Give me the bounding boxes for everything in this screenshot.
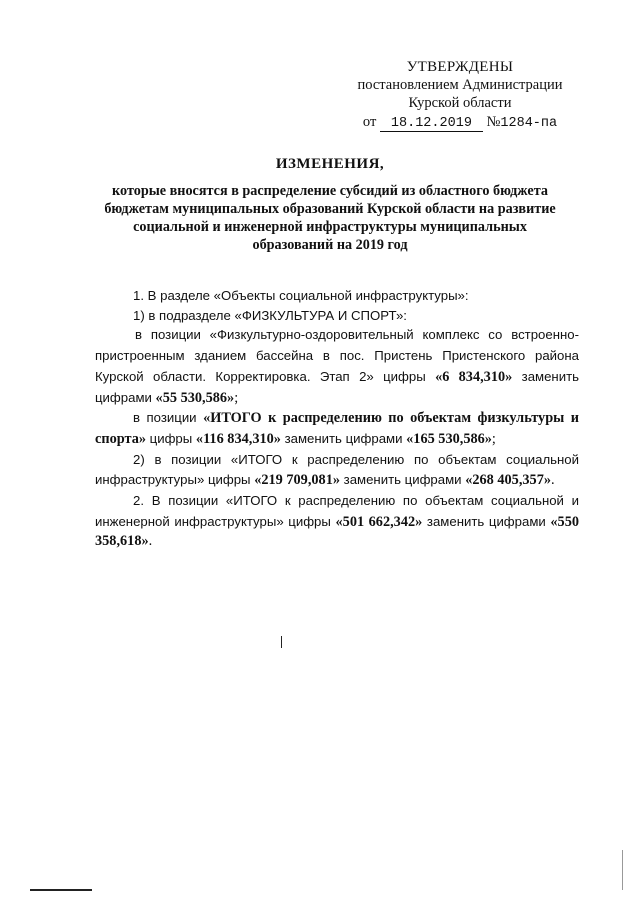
title-line-2: бюджетам муниципальных образований Курской области на развитие (104, 201, 556, 217)
date-prefix: от (362, 114, 377, 130)
approval-stamp (340, 58, 580, 133)
subsection-item-1: 1) в подразделе «ФИЗКУЛЬТУРА И СПОРТ»: (133, 307, 407, 323)
section-item-1: 1. В разделе «Объекты социальной инфраструктуры»: (133, 288, 469, 303)
paragraph-total-social-engineering: 2. В позиции «ИТОГО к распределению по объектам социальной и инженерной инфраструктуры» цифры «501 662,342» заменить цифрами «550 358,618». (95, 493, 579, 550)
scan-mark (281, 636, 282, 648)
title-line-4: образований на 2019 год (252, 237, 408, 253)
title-main: ИЗМЕНЕНИЯ, (275, 156, 385, 172)
scan-mark (30, 889, 92, 891)
approval-line-1: постановлением Администрации (357, 77, 563, 93)
old-value: «116 834,310» (195, 430, 281, 447)
decree-date: 18.12.2019 (380, 117, 483, 132)
document-title (70, 155, 590, 254)
scan-mark (622, 850, 623, 890)
title-line-1: которые вносятся в распределение субсидий из областного бюджета (112, 183, 548, 199)
decree-number: 1284-па (500, 116, 558, 131)
new-value: «165 530,586» (406, 430, 492, 447)
title-line-3: социальной и инженерной инфраструктуры муниципальных (133, 219, 527, 235)
new-value: «55 530,586» (155, 389, 235, 406)
new-value: «268 405,357» (465, 472, 551, 489)
approval-line-2: Курской области (408, 95, 512, 111)
approval-heading: УТВЕРЖДЕНЫ (406, 59, 514, 75)
paragraph-total-sport: в позиции «ИТОГО к распределению по объектам физкультуры и спорта» цифры «116 834,310» заменить цифрами «165 530,586»; (95, 410, 579, 447)
document-body (95, 286, 579, 552)
new-value: «550 358,618» (95, 513, 579, 550)
old-value: «501 662,342» (335, 513, 423, 530)
number-prefix: № (486, 114, 501, 130)
paragraph-total-social: 2) в позиции «ИТОГО к распределению по объектам социальной инфраструктуры» цифры «219 709,081» заменить цифрами «268 405,357». (95, 451, 579, 489)
old-value: «6 834,310» (435, 368, 513, 385)
old-value: «219 709,081» (254, 472, 340, 489)
approval-date-line (340, 113, 580, 133)
paragraph-position-complex: в позиции «Физкультурно-оздоровительный комплекс со встроенно-пристроенным зданием бассейна в пос. Пристень Пристенского района Курской области. Корректировка. Этап 2» цифры «6 834,310» заменить цифрами «55 530,586»; (95, 327, 579, 406)
